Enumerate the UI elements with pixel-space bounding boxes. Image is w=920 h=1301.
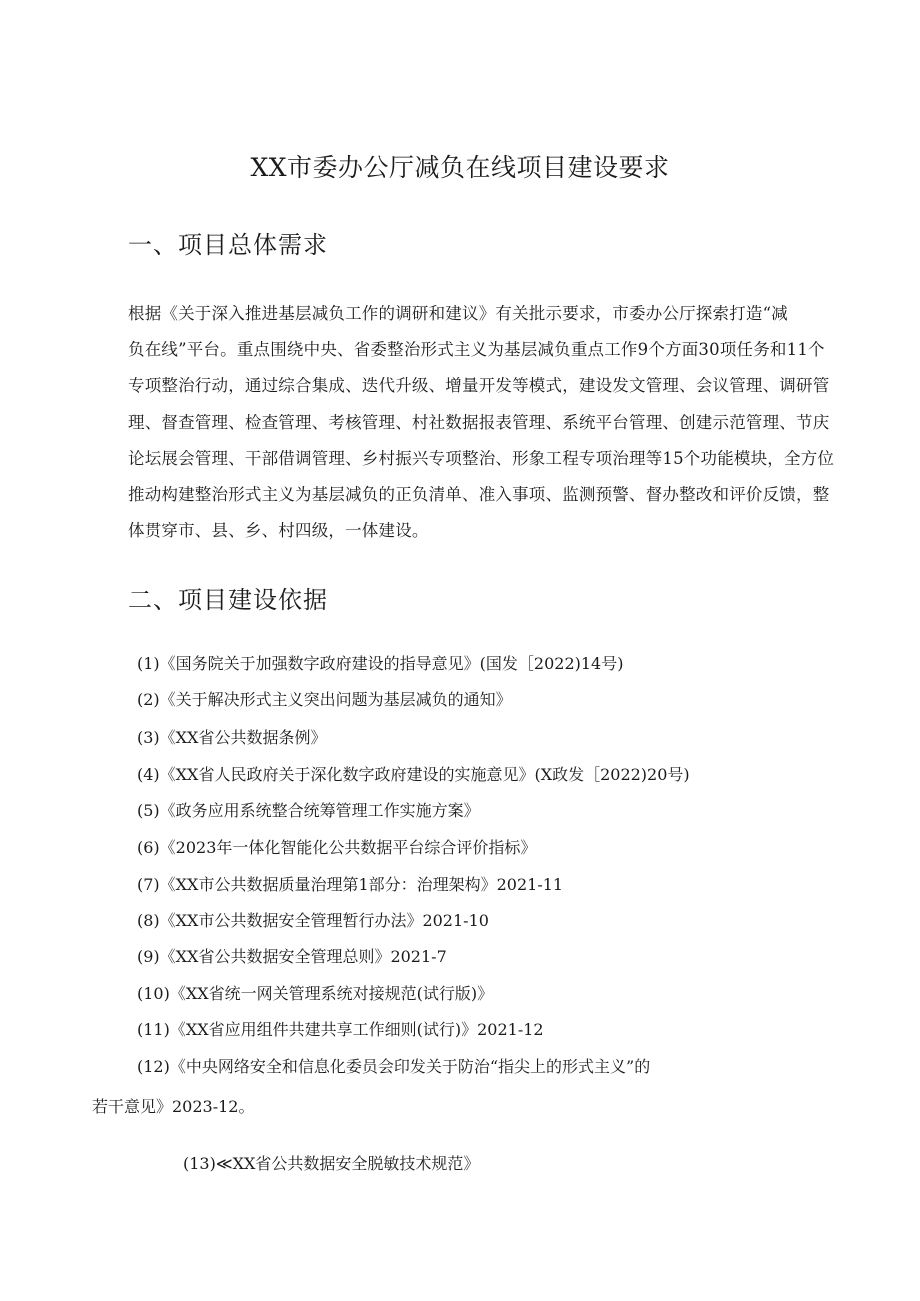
reference-item: (7)《XX市公共数据质量治理第1部分：治理架构》2021-11 [137, 875, 564, 894]
reference-item: (2)《关于解决形式主义突出问题为基层减负的通知》 [137, 690, 512, 709]
paragraph-line: 论坛展会管理、干部借调管理、乡村振兴专项整治、形象工程专项治理等15个功能模块，全方位 [128, 448, 835, 468]
section-paragraph [128, 296, 835, 549]
reference-item: (6)《2023年一体化智能化公共数据平台综合评价指标》 [137, 838, 537, 857]
paragraph-line: 推动构建整治形式主义为基层减负的正负清单、准入事项、监测预警、督办整改和评价反馈，整 [128, 485, 830, 505]
paragraph-line: 根据《关于深入推进基层减负工作的调研和建议》有关批示要求，市委办公厅探索打造“减 [128, 304, 788, 323]
reference-item: (13)≪XX省公共数据安全脱敏技术规范》 [183, 1154, 480, 1173]
reference-item-continuation: 若干意见》2023-12。 [92, 1097, 255, 1116]
reference-item: (11)《XX省应用组件共建共享工作细则(试行)》2021-12 [137, 1020, 544, 1039]
reference-item: (10)《XX省统一网关管理系统对接规范(试行版)》 [137, 984, 494, 1003]
paragraph-line: 体贯穿市、县、乡、村四级，一体建设。 [128, 521, 429, 541]
reference-item: (1)《国务院关于加强数字政府建设的指导意见》(国发［2022)14号) [137, 654, 624, 673]
paragraph-line: 专项整治行动，通过综合集成、迭代升级、增量开发等模式，建设发文管理、会议管理、调研管 [128, 376, 830, 396]
reference-item: (12)《中央网络安全和信息化委员会印发关于防治“指尖上的形式主义”的 [137, 1057, 651, 1076]
section-heading-construction-basis: 二、项目建设依据 [128, 586, 328, 614]
section-heading-overall-requirements: 一、项目总体需求 [128, 231, 328, 259]
reference-item: (5)《政务应用系统整合统筹管理工作实施方案》 [137, 801, 480, 820]
reference-item: (4)《XX省人民政府关于深化数字政府建设的实施意见》(X政发［2022)20号) [137, 765, 690, 784]
reference-item: (3)《XX省公共数据条例》 [137, 728, 327, 747]
paragraph-line: 负在线”平台。重点围绕中央、省委整治形式主义为基层减负重点工作9个方面30项任务和11个 [128, 340, 825, 360]
reference-item: (8)《XX市公共数据安全管理暂行办法》2021-10 [137, 911, 489, 930]
page-title: XX市委办公厅减负在线项目建设要求 [250, 153, 670, 182]
paragraph-line: 理、督查管理、检查管理、考核管理、村社数据报表管理、系统平台管理、创建示范管理、节庆 [128, 412, 830, 432]
reference-item: (9)《XX省公共数据安全管理总则》2021-7 [137, 947, 447, 966]
